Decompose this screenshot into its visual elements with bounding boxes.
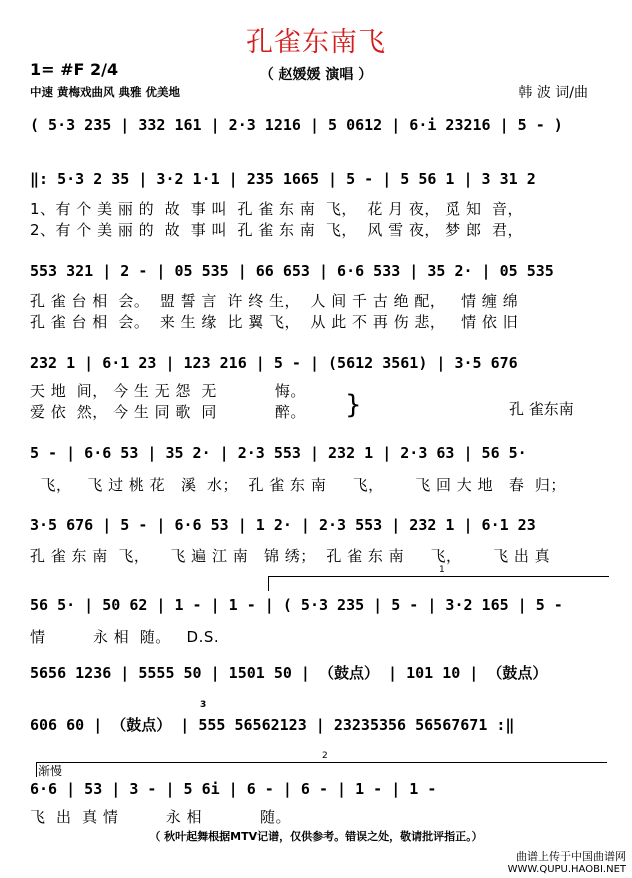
watermark-line-2: WWW.QUPU.HAOBI.NET <box>507 864 626 875</box>
footnote: （ 秋叶起舞根据MTV记谱，仅供参考。错误之处，敬请批评指正。） <box>149 830 483 843</box>
notation-row-8: 5656 1236 | 5555 50 | 1501 50 | （鼓点） | 101 10 | （鼓点） <box>30 664 548 682</box>
author-credit: 韩 波 词/曲 <box>518 85 588 101</box>
volta-bracket-1 <box>268 565 609 591</box>
tempo-slowing-mark: 渐慢 <box>38 764 63 778</box>
lyric-row-4: 飞， 飞 过 桃 花 溪 水； 孔 雀 东 南 飞， 飞 回 大 地 春 归； <box>30 476 566 494</box>
lyric-row-1b: 2、有 个 美 丽 的 故 事 叫 孔 雀 东 南 飞， 风 雪 夜， 梦 郎 君， <box>30 221 523 239</box>
notation-row-3: 553 321 | 2 - | 05 535 | 66 653 | 6·6 533 | 35 2· | 05 535 <box>30 262 554 280</box>
volta-1-label: 1 <box>439 565 445 575</box>
notation-row-9: 606 60 | （鼓点） | 555 56562123 | 23235356 56567671 :‖ <box>30 716 515 734</box>
lyric-row-2b: 孔 雀 台 相 会。 来 生 缘 比 翼 飞， 从 此 不 再 伤 悲， 情 依 旧 <box>30 313 519 331</box>
lyric-row-5: 孔 雀 东 南 飞， 飞 遍 江 南 锦 绣； 孔 雀 东 南 飞， 飞 出 真 <box>30 547 551 565</box>
notation-row-10: 6·6 | 53 | 3 - | 5 6i | 6 - | 6 - | 1 - | 1 - <box>30 780 437 798</box>
lyric-row-1a: 1、有 个 美 丽 的 故 事 叫 孔 雀 东 南 飞， 花 月 夜， 觅 知 音， <box>30 200 523 218</box>
notation-row-5: 5 - | 6·6 53 | 35 2· | 2·3 553 | 232 1 | 2·3 63 | 56 5· <box>30 444 527 462</box>
song-title: 孔雀东南飞 <box>246 27 386 58</box>
tempo-style: 中速 黄梅戏曲风 典雅 优美地 <box>30 85 181 99</box>
lyric-row-2a: 孔 雀 台 相 会。 盟 誓 言 许 终 生， 人 间 千 古 绝 配， 情 缠 绵 <box>30 292 519 310</box>
phrase-right-text: 孔 雀东南 <box>509 400 574 418</box>
lyric-row-7: 飞 出 真 情 永 相 随。 <box>30 808 291 826</box>
lyric-row-3a: 天 地 间， 今 生 无 怨 无 悔。 <box>30 382 306 400</box>
watermark-line-1: 曲谱上传于中国曲谱网 <box>516 850 626 863</box>
notation-row-2: ‖: 5·3 2 35 | 3·2 1·1 | 235 1665 | 5 - | 5 56 1 | 3 31 2 <box>30 170 536 188</box>
notation-row-6: 3·5 676 | 5 - | 6·6 53 | 1 2· | 2·3 553 | 232 1 | 6·1 23 <box>30 516 536 534</box>
notation-row-7: 56 5· | 50 62 | 1 - | 1 - | ( 5·3 235 | 5 - | 3·2 165 | 5 - <box>30 596 563 614</box>
lyric-row-3b: 爱 依 然， 今 生 同 歌 同 醉。 <box>30 403 306 421</box>
singer-credit: （ 赵媛媛 演唱 ） <box>259 67 373 83</box>
source-watermark <box>508 850 626 876</box>
volta-2-label: 2 <box>322 751 328 761</box>
volta-bracket-2 <box>36 751 607 777</box>
triplet-mark: 3 <box>200 700 207 710</box>
lyric-row-6: 情 永 相 随。 D.S. <box>30 628 220 646</box>
notation-row-4: 232 1 | 6·1 23 | 123 216 | 5 - | (5612 3561) | 3·5 676 <box>30 354 518 372</box>
notation-row-1: ( 5·3 235 | 332 161 | 2·3 1216 | 5 0612 | 6·i 23216 | 5 - ) <box>30 116 563 134</box>
lyric-brace: } <box>345 390 362 420</box>
key-signature: 1= #F 2/4 <box>30 60 119 79</box>
